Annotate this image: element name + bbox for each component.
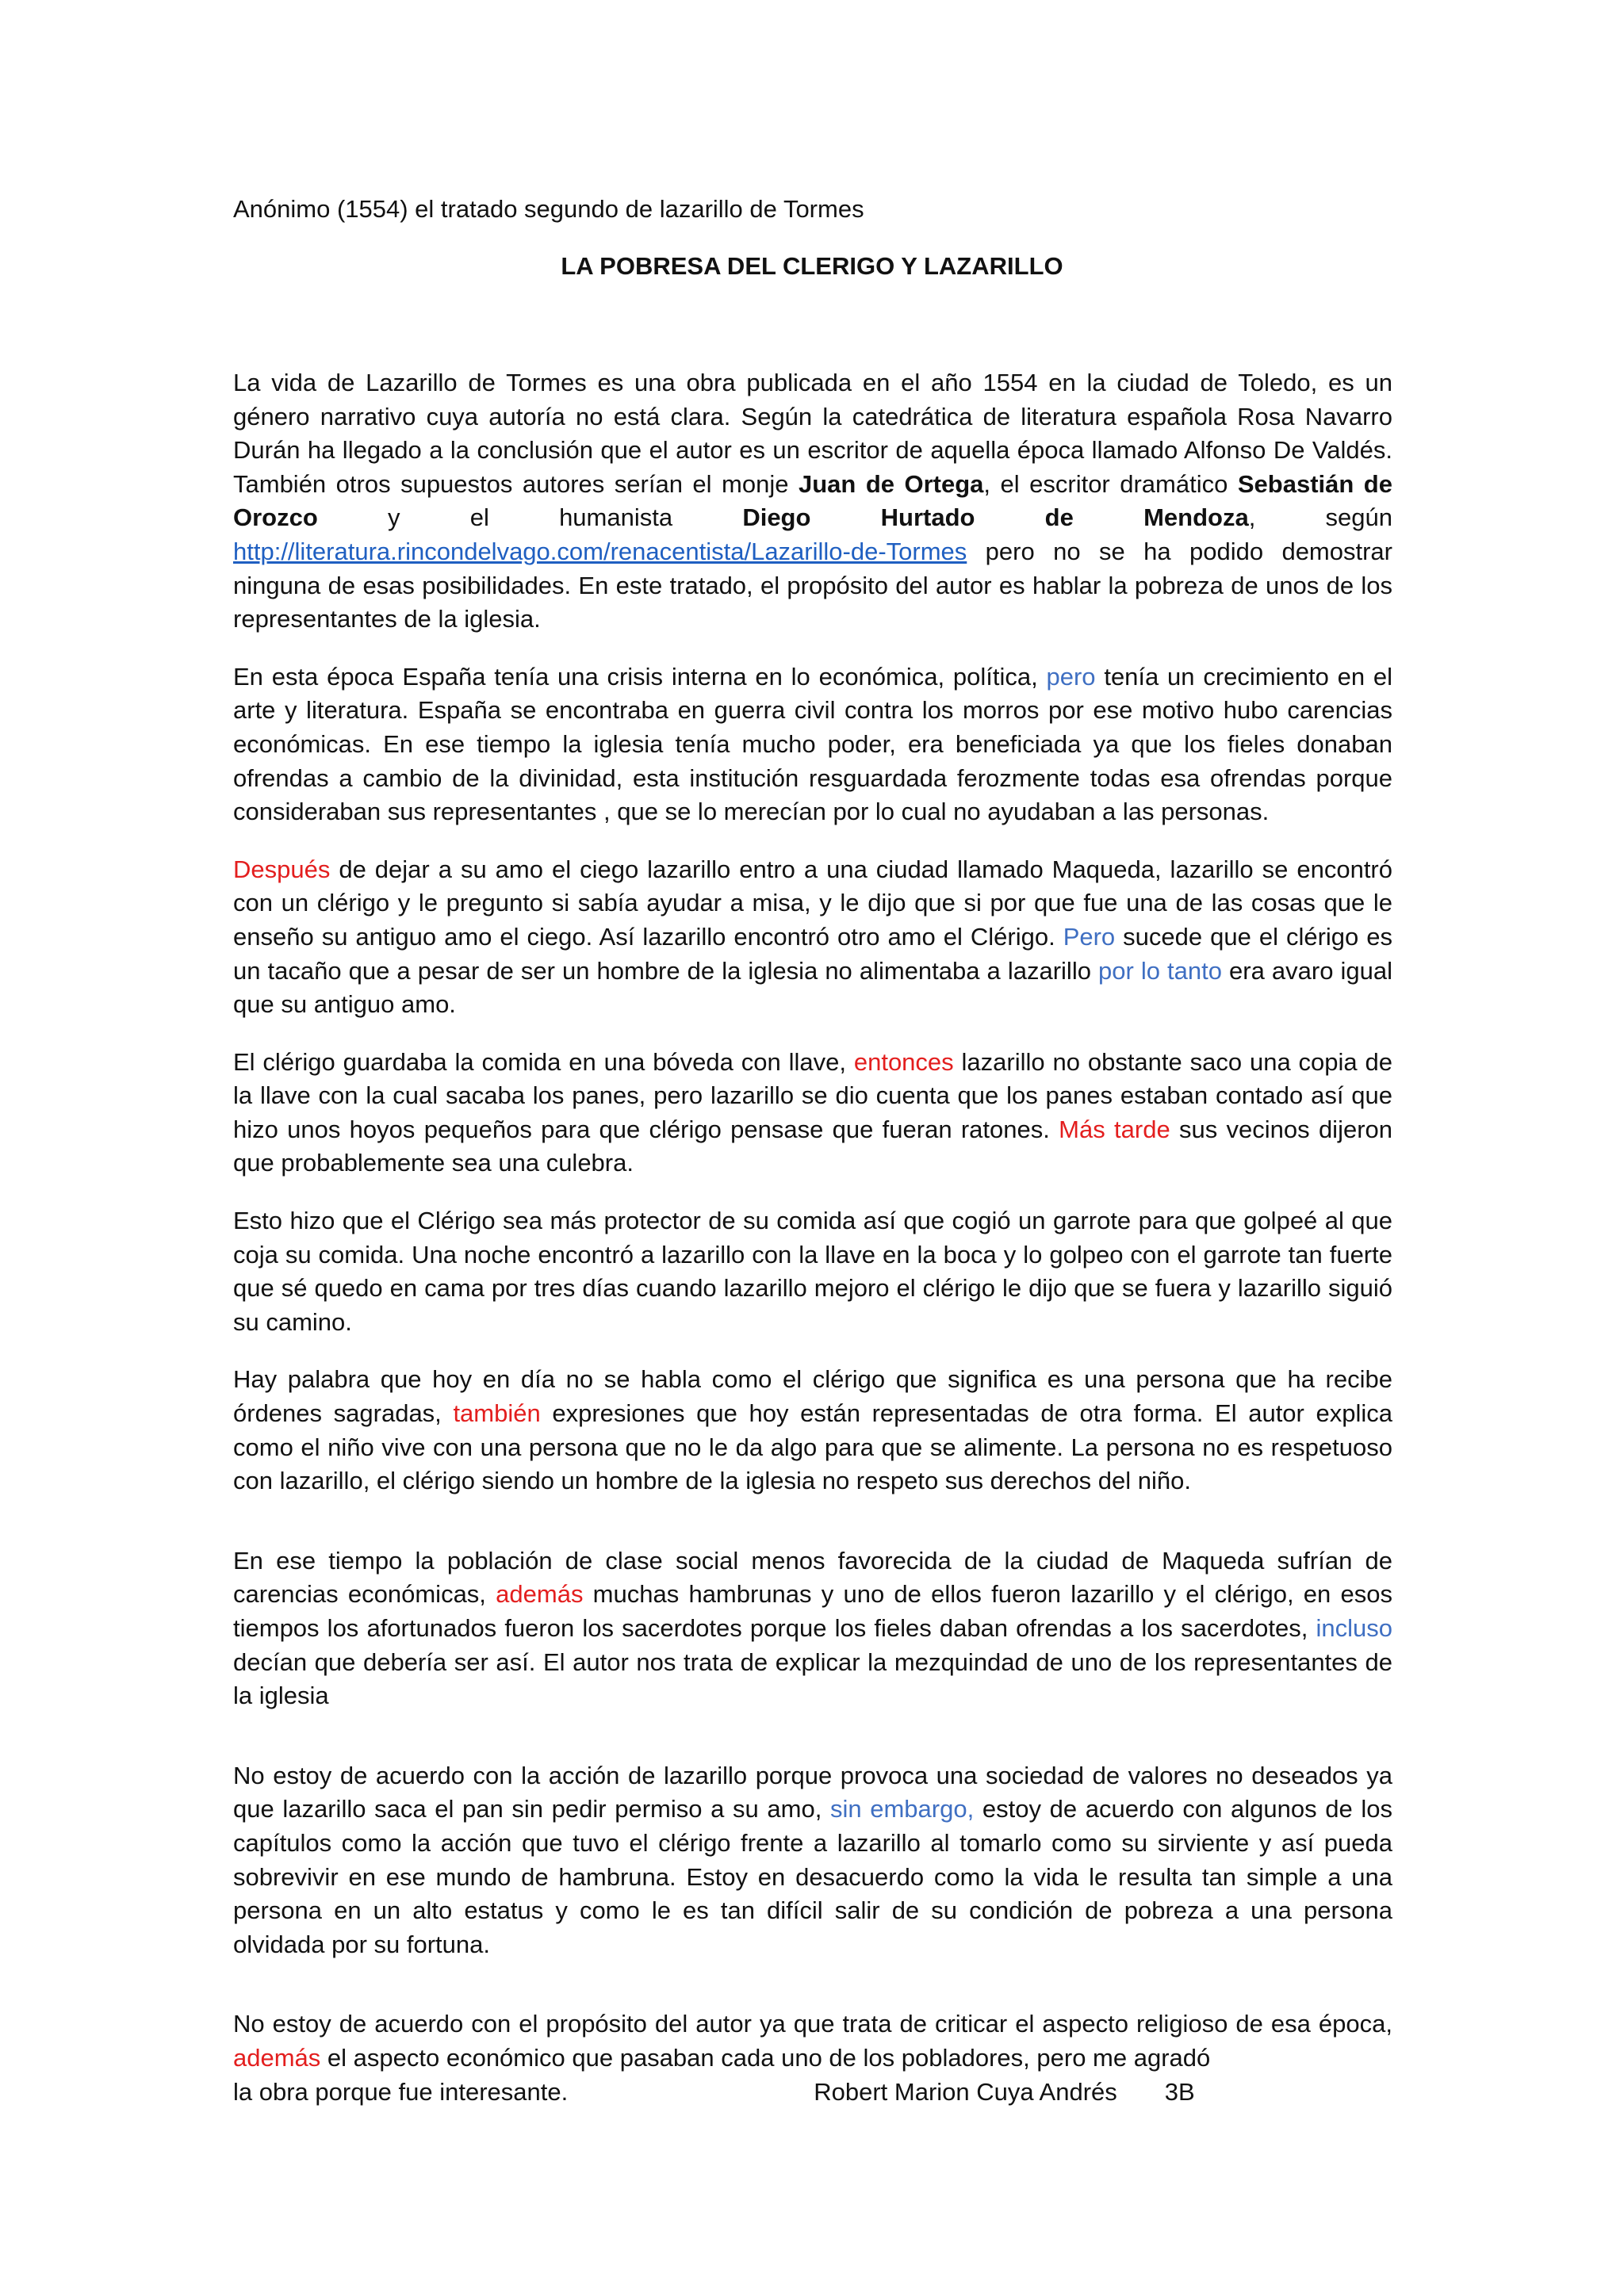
- paragraph-2: [233, 660, 1392, 829]
- source-line: Anónimo (1554) el tratado segundo de lazarillo de Tormes: [233, 195, 864, 223]
- p4-text-2: lazarillo no obstante saco una copia de la llave con la cual sacaba los panes, pero lazarillo se dio cuenta que los panes estaban contado así que hizo unos hoyos pequeños para que clérigo pensase que fueran ratones.: [233, 1047, 1393, 1143]
- p1-bold-sebastian-de-orozco: Sebastián de Orozco: [233, 469, 1392, 532]
- p7-text-2: muchas hambrunas y uno de ellos fueron lazarillo y el clérigo, en esos tiempos los afortunados fueron los sacerdotes porque los fieles daban ofrendas a los sacerdotes,: [233, 1580, 1392, 1642]
- p8-text-1: No estoy de acuerdo con la acción de lazarillo porque provoca una sociedad de valores no deseados ya que lazarillo saca el pan sin pedir permiso a su amo,: [233, 1761, 1392, 1823]
- author-signature: Robert Marion Cuya Andrés: [814, 2077, 1117, 2106]
- p9-text-2: el aspecto económico que pasaban cada uno de los pobladores, pero me agradó: [320, 2043, 1211, 2072]
- p1-text-5: pero no se ha podido demostrar ninguna de esas posibilidades. En este tratado, el propósito del autor es hablar la pobreza de unos de los representantes de la iglesia.: [233, 537, 1392, 633]
- p1-text-2: , el escritor dramático: [983, 469, 1238, 498]
- p7-text-1: En ese tiempo la población de clase social menos favorecida de la ciudad de Maqueda sufrían de carencias económicas,: [233, 1546, 1392, 1609]
- p1-text-4: , según: [1248, 503, 1392, 532]
- p3-connector-por-lo-tanto: por lo tanto: [1098, 956, 1222, 985]
- p7-text-3: decían que debería ser así. El autor nos trata de explicar la mezquindad de uno de los representantes de la iglesia: [233, 1647, 1392, 1710]
- p2-text-1: En esta época España tenía una crisis interna en lo económica, política,: [233, 662, 1047, 691]
- paragraph-1: [233, 366, 1392, 637]
- paragraph-5: [233, 1204, 1392, 1339]
- p3-connector-pero: Pero: [1063, 922, 1116, 951]
- p2-connector-pero: pero: [1046, 662, 1096, 691]
- p6-connector-tambien: también: [453, 1399, 541, 1428]
- p2-text-2: tenía un crecimiento en el arte y literatura. España se encontraba en guerra civil contra los morros por ese motivo hubo carencias económicas. En ese tiempo la iglesia tenía mucho poder, era beneficiada ya que los fieles donaban ofrendas a cambio de la divinidad, esta institución resguardada ferozmente todas esa ofrendas porque consideraban sus representantes , que se lo merecían por lo cual no ayudaban a las personas.: [233, 662, 1392, 826]
- p6-text-2: expresiones que hoy están representadas de otra forma. El autor explica como el niño vive con una persona que no le da algo para que se alimente. La persona no es respetuoso con lazarillo, el clérigo siendo un hombre de la iglesia no respeto sus derechos del niño.: [233, 1399, 1392, 1495]
- p5-text-1: Esto hizo que el Clérigo sea más protector de su comida así que cogió un garrote para que golpeé al que coja su comida. Una noche encontró a lazarillo con la llave en la boca y lo golpeo con el garrote tan fuerte que sé quedo en cama por tres días cuando lazarillo mejoro el clérigo le dijo que se fuera y lazarillo siguió su camino.: [233, 1207, 1392, 1336]
- p4-connector-mas-tarde: Más tarde: [1059, 1115, 1170, 1143]
- document-body: [233, 366, 1392, 2109]
- p4-text-3: sus vecinos dijeron que probablemente sea una culebra.: [233, 1115, 1392, 1177]
- paragraph-4: [233, 1046, 1392, 1181]
- p6-text-1: Hay palabra que hoy en día no se habla como el clérigo que significa es una persona que ha recibe órdenes sagradas,: [233, 1365, 1392, 1428]
- p1-bold-diego-hurtado: Diego Hurtado de Mendoza: [742, 503, 1249, 532]
- p7-connector-ademas: además: [496, 1580, 584, 1609]
- p9-closing-line: [233, 2078, 1195, 2106]
- paragraph-7: [233, 1544, 1392, 1713]
- p3-text-3: era avaro igual que su antiguo amo.: [233, 956, 1392, 1019]
- p4-connector-entonces: entonces: [853, 1047, 954, 1076]
- author-grade: 3B: [1164, 2077, 1195, 2106]
- p3-connector-despues: Después: [233, 855, 331, 883]
- p1-text-3: y el humanista: [317, 503, 743, 532]
- p7-connector-incluso: incluso: [1316, 1614, 1392, 1642]
- p9-text-3: la obra porque fue interesante.: [233, 2077, 569, 2106]
- paragraph-3: [233, 853, 1392, 1022]
- document-title: LA POBRESA DEL CLERIGO Y LAZARILLO: [561, 252, 1063, 280]
- source-link[interactable]: http://literatura.rincondelvago.com/renacentista/Lazarillo-de-Tormes: [233, 537, 967, 565]
- p9-connector-ademas: además: [233, 2043, 321, 2072]
- p4-text-1: El clérigo guardaba la comida en una bóveda con llave,: [233, 1047, 854, 1076]
- p3-text-1: de dejar a su amo el ciego lazarillo entro a una ciudad llamado Maqueda, lazarillo se encontró con un clérigo y le pregunto si sabía ayudar a misa, y le dijo que si por que fue una de las cosas que le enseño su antiguo amo el ciego. Así lazarillo encontró otro amo el Clérigo.: [233, 855, 1392, 951]
- p1-text-1: La vida de Lazarillo de Tormes es una obra publicada en el año 1554 en la ciudad de Toledo, es un género narrativo cuya autoría no está clara. Según la catedrática de literatura española Rosa Navarro Durán ha llegado a la conclusión que el autor es un escritor de aquella época llamado Alfonso De Valdés. También otros supuestos autores serían el monje: [233, 369, 1392, 498]
- p1-bold-juan-de-ortega: Juan de Ortega: [798, 469, 984, 498]
- paragraph-9: [233, 2007, 1392, 2109]
- paragraph-8: [233, 1759, 1392, 1962]
- p3-text-2: sucede que el clérigo es un tacaño que a pesar de ser un hombre de la iglesia no alimentaba a lazarillo: [233, 922, 1393, 985]
- p8-connector-sin-embargo: sin embargo,: [829, 1795, 975, 1823]
- p8-text-2: estoy de acuerdo con algunos de los capítulos como la acción que tuvo el clérigo frente a lazarillo al tomarlo como su sirviente y así pueda sobrevivir en ese mundo de hambruna. Estoy en desacuerdo como la vida le resulta tan simple a una persona en un alto estatus y como le es tan difícil salir de su condición de pobreza a una persona olvidada por su fortuna.: [233, 1795, 1392, 1958]
- p9-text-1: No estoy de acuerdo con el propósito del autor ya que trata de criticar el aspecto religioso de esa época,: [233, 2010, 1392, 2038]
- paragraph-6: [233, 1363, 1392, 1498]
